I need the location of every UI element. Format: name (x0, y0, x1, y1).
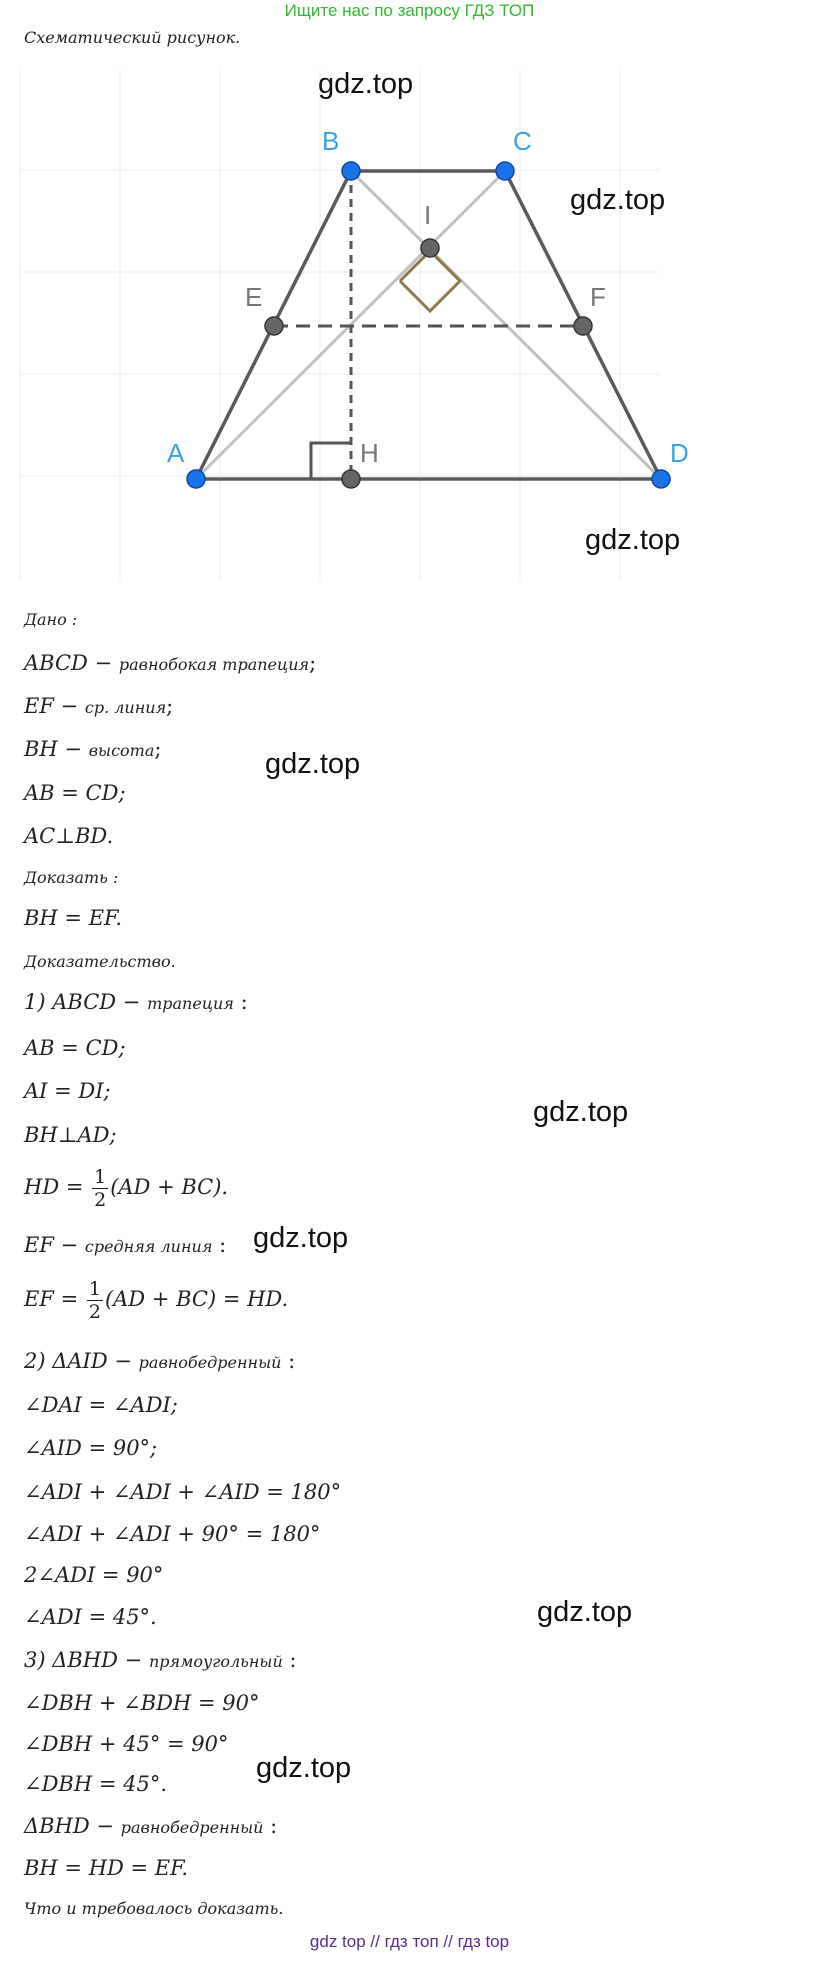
label-e: E (245, 282, 263, 312)
step-2-line-6 (24, 1605, 157, 1629)
step-3-end: : (282, 1648, 297, 1672)
step-2-header (24, 1349, 295, 1373)
step-3-line-5-text: BH = HD = EF. (24, 1856, 189, 1880)
hd-lhs: HD = (24, 1175, 84, 1199)
fraction-numerator: 1 (94, 1166, 107, 1188)
step-3-line-1 (24, 1691, 259, 1715)
step-2-line-2-text: ∠AID = 90°; (24, 1436, 158, 1460)
given-1-math: ABCD − (24, 651, 113, 675)
label-b: B (322, 126, 340, 156)
step-2-line-4 (24, 1522, 320, 1546)
step-2-end: : (281, 1349, 296, 1373)
step-2-line-1 (24, 1393, 178, 1417)
label-f: F (590, 282, 606, 312)
footer-links[interactable]: gdz top // гдз топ // гдз top (309, 1932, 510, 1951)
step-1-ef-math: EF − (24, 1233, 79, 1257)
point-i (421, 239, 439, 257)
step-2-line-2 (24, 1436, 157, 1460)
point-e (265, 317, 283, 335)
step-1-ef-end: : (212, 1233, 227, 1257)
step-3-line-2 (24, 1732, 229, 1756)
step-3-line-5 (24, 1856, 188, 1880)
watermark: gdz.top (585, 524, 681, 556)
label-i: I (424, 200, 432, 230)
given-3-text: высота (88, 741, 155, 760)
given-line-3 (24, 737, 161, 761)
ef-lhs: EF = (24, 1287, 79, 1311)
right-angle-mark-i (400, 251, 460, 311)
fraction-denominator: 2 (94, 1189, 107, 1211)
given-2-text: ср. линия (84, 698, 167, 717)
step-3-line-4 (24, 1814, 277, 1838)
conclusion: Что и требовалось доказать. (24, 1899, 284, 1918)
step-3-header (24, 1648, 297, 1672)
figure-caption: Схематический рисунок. (24, 28, 241, 47)
given-3-end: ; (154, 737, 162, 761)
given-2-math: EF − (24, 694, 79, 718)
given-title: Дано : (24, 610, 78, 629)
watermark: gdz.top (318, 68, 414, 100)
step-2-line-5 (24, 1563, 163, 1587)
given-1-text: равнобокая трапеция (118, 655, 310, 674)
step-2-line-1-text: ∠DAI = ∠ADI; (24, 1393, 178, 1417)
point-h (342, 470, 360, 488)
watermark: gdz.top (256, 1752, 352, 1784)
hd-rhs: (AD + BC). (110, 1175, 229, 1199)
watermark: gdz.top (533, 1096, 629, 1128)
step-3-math: 3) ΔBHD − (24, 1648, 143, 1672)
given-3-math: BH − (24, 737, 83, 761)
step-3-line-3 (24, 1772, 167, 1796)
step-3-line-3-text: ∠DBH = 45°. (24, 1772, 168, 1796)
step-3-text: прямоугольный (148, 1652, 283, 1671)
watermark: gdz.top (265, 748, 361, 780)
label-h: H (360, 438, 379, 468)
step-1-hd-formula (24, 1166, 228, 1211)
search-banner[interactable]: Ищите нас по запросу ГДЗ ТОП (284, 1, 535, 20)
fraction-numerator: 1 (88, 1278, 101, 1300)
step-1-line-2 (24, 1079, 111, 1103)
ef-rhs: (AD + BC) = HD. (104, 1287, 289, 1311)
point-b (342, 162, 360, 180)
step-2-math: 2) ΔAID − (24, 1349, 132, 1373)
fraction-one-half (92, 1166, 108, 1211)
step-1-end: : (233, 990, 248, 1014)
step-1-text: трапеция (147, 994, 234, 1013)
watermark: gdz.top (570, 184, 666, 216)
step-3-line-4-text: равнобедренный (120, 1818, 264, 1837)
given-5: AC⊥BD. (24, 824, 114, 848)
prove-statement-text: BH = EF. (24, 906, 122, 930)
given-line-4 (24, 781, 126, 805)
step-3-line-4-end: : (263, 1814, 278, 1838)
fraction-denominator: 2 (88, 1301, 101, 1323)
step-1-line-3-text: BH⊥AD; (24, 1123, 117, 1147)
given-line-2 (24, 694, 173, 718)
label-c: C (513, 126, 532, 156)
step-3-line-2-text: ∠DBH + 45° = 90° (24, 1732, 229, 1756)
point-d (652, 470, 670, 488)
step-1-line-3 (24, 1123, 117, 1147)
step-1-line-2-text: AI = DI; (24, 1079, 111, 1103)
given-4: AB = CD; (24, 781, 126, 805)
step-2-line-3-text: ∠ADI + ∠ADI + ∠AID = 180° (24, 1480, 342, 1504)
step-1-ef-formula (24, 1278, 288, 1323)
point-f (574, 317, 592, 335)
fraction-one-half (87, 1278, 103, 1323)
step-1-line-1-text: AB = CD; (24, 1036, 126, 1060)
step-3-line-4-math: ΔBHD − (24, 1814, 115, 1838)
prove-statement (24, 906, 122, 930)
step-1-math: 1) ABCD − (24, 990, 141, 1014)
watermark: gdz.top (537, 1596, 633, 1628)
given-1-end: ; (309, 651, 317, 675)
step-1-header (24, 990, 248, 1014)
watermark: gdz.top (253, 1222, 349, 1254)
prove-title: Доказать : (24, 868, 119, 887)
step-3-line-1-text: ∠DBH + ∠BDH = 90° (24, 1691, 260, 1715)
step-2-text: равнобедренный (138, 1353, 282, 1372)
label-d: D (670, 438, 689, 468)
given-2-end: ; (166, 694, 174, 718)
step-2-line-5-text: 2∠ADI = 90° (24, 1563, 164, 1587)
step-2-line-3 (24, 1480, 341, 1504)
step-1-ef-header (24, 1233, 226, 1257)
point-a (187, 470, 205, 488)
given-line-5 (24, 824, 113, 848)
point-c (496, 162, 514, 180)
step-1-line-1 (24, 1036, 126, 1060)
step-2-line-6-text: ∠ADI = 45°. (24, 1605, 157, 1629)
proof-title: Доказательство. (24, 952, 176, 971)
step-2-line-4-text: ∠ADI + ∠ADI + 90° = 180° (24, 1522, 321, 1546)
trapezoid-figure (0, 50, 819, 610)
step-1-ef-text: средняя линия (84, 1237, 213, 1256)
label-a: A (167, 438, 185, 468)
given-line-1 (24, 651, 316, 675)
